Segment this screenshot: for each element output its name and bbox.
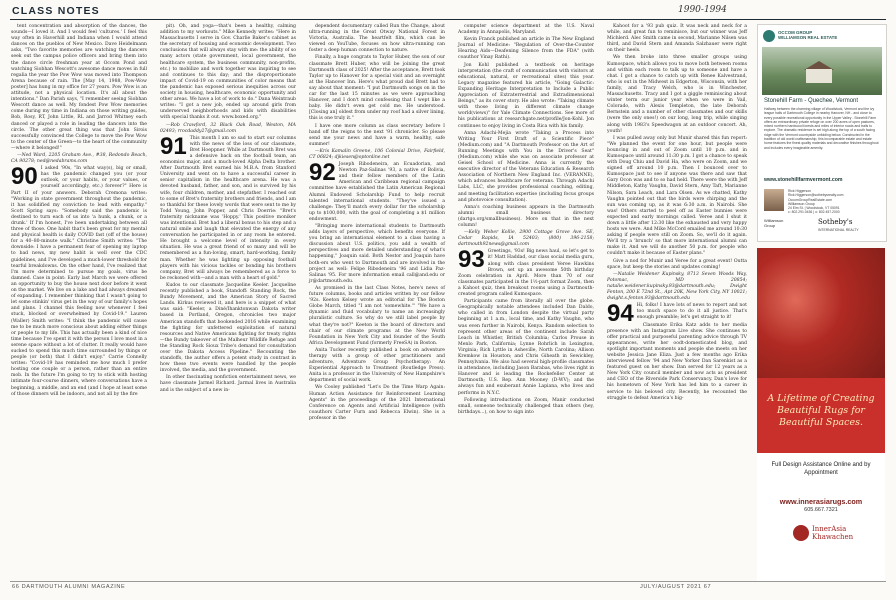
innerasia-logo-icon xyxy=(793,525,809,541)
paragraph: I was pulled away only but Munir shared this fun report: "We planned the event for one hour, but people were bouncing in and out of Zoom until 10 p.m. and in Kumospace until around 11:30 p.m. I got a chance to speak with Doug Chiu and David Ha, who were on Zoom, and we signed off around 10 p.m. Then I bounced over to Kumospace just to see if anyone was there and saw that Gary Ocon was and to so had held. There were the with Jeff Middleton, Kathy Vaughn, David Stern, Amy Taft, Marianne Nilson, Sara Leach, and Lara Olsen. As we chatted, Kathy Vaughn pointed out that the birds were chirping and the sun was coming up, as it was 6:30 a.m. in Nairobi. She was! Others started to peel off as Easter bunnies were expected and early mornings called. Veree and I shut it down a little after 12:30 like the exhausted and very happy hosts we were. And Mike McCord emailed me around 10:30 asking if people were still on Zoom. So, we'll do it again. We'll try a 'brunch' so that more international alumni can make it. And we will do another 50 p.m. for people who couldn't make it because of Easter plans." xyxy=(607,135,747,257)
paragraph: Anna's coaching business appears in the Dartmouth alumni small business directory (dartgo.org/smallbusiness). More on that in the next column! xyxy=(458,204,594,228)
column-1 xyxy=(11,24,147,399)
paragraph: We then broke into three smaller groups using Kumospace, which allows you to move both between rooms and within each room to talk up to someone and have a chat. I got a chance to catch up with Renee Kalvestrand, who is out in the Midwest in Edgerton, Wisconsin, with her family, and Tracy Welch, who is in Winchester, Massachusetts. Tracy and I got a giggle reminiscing about winter term our junior year when we were in Vail, Colorado, with Alexis Templeton, the late Deborah Bernstein and a number of other classmates and our skills (were the only ones!) on our long, long trip, while singing along with 1983's Speedwagon at an outdoor concert. Ah, youth! xyxy=(607,55,747,134)
paragraph: Kahoot for a '93 pub quiz. It was neck and neck for a while, and great fun to reminisce, but our winner was Jeff Michlerd. Alec Smith came in second, Marianne Nilsen was third, and David Stern and Amanda Salzhauer were right on their heels. xyxy=(607,24,747,54)
ad-url-link[interactable]: www.innerasiarugs.com xyxy=(779,497,863,506)
paragraph: Kevin Franck published an article in The New England Journal of Medicine: "Regulation of Over-the-Counter Hearing Aids—Deafening Silence from the FDA" (with coauthor Vinay Rathi). xyxy=(458,37,594,61)
williamson-logo: Williamson Group xyxy=(764,218,784,228)
paragraph: I have one more column as class secretary before I hand off the reigns to the next '91 chronicler. So please send me your news and have a warm, healthy, safe summer! xyxy=(309,123,445,147)
paragraph: Classmate Erika Katz adds to her media presence with an Instagram Live show. She continues to offer practical and purposeful parenting advice through TV appearances, write her oodt-domesticated blog, and spotlight important moments and people she meets on her website Jessica Jane Eliza. Just a few months ago Erika interviewed fellow '94 and New Yorker Dan Sarenkist as a featured guest on her show. Dan served for 12 years as a New York City council member and now acts as president and CEO of the Riverside Park Conservancy. Dan's love for his hometown of New York has led him to a career in service to his beloved city. Recently, he recounted the struggle to defeat America's big- xyxy=(607,322,747,401)
column-2 xyxy=(160,24,296,395)
paragraph: dependent documentary called Run the Change, about ultra-running in the Great Otway National Forest in Victoria, Australia. The heartfelt film, which can be viewed on YouTube, focuses on how ultra-running can foster a deep human connection to nature. xyxy=(309,24,445,54)
paragraph: computer science department at the U.S. Naval Academy in Annapolis, Maryland. xyxy=(458,24,594,36)
rug-photo xyxy=(757,248,885,378)
column-5 xyxy=(607,24,747,403)
footer-left: 66 DARTMOUTH ALUMNI MAGAZINE xyxy=(12,584,126,590)
ad-description: Halfway between the charming village of Woodstock, Vermont and the ivy league halls of Dartmouth College in nearby Hanover, NH - and close to every possible recreational opportunity in the Upper Valley - Stonehill Farm offers an extraordinary private refuge on over 200 acres of open pastures, mixed northern hardwood forests and miles of interior roads and trails to explore. The dramatic residence is set high along the top of a south facing ridge with the Vermont countryside unfolding below. Constructed in the tradition of old world craftsmanship, this incomparable estate and estate home features the finest quality materials and decorative finishes throughout and includes every imaginable amenity. xyxy=(764,107,879,150)
footer-rule xyxy=(10,581,886,582)
paragraph: Anita Tucker recently published a book on adventure therapy with a group of other practitioners and adventure, Adventure Group Psychotherapy: An Experiential Approach to Treatment (Routledge Press). Anita is a professor in the University of New Hampshire's department of social work. xyxy=(309,347,445,384)
paragraph: pit). Oh, and yoga—that's been a healthy, calming addition to my workouts." Mike Kennedy writes: "Here in Massachusetts I serve in Gov. Charlie Baker's cabinet as the secretary of housing and economic development. Two conclusions that will always stay with me: the ability of so many actors (state government, local government, the healthcare system, the business community, non-profits, etc.) to mobilize and work together was inspiring to see and continues to this day; and the disproportionate impact of Covid-19 on communities of color means that the pandemic has exposed serious inequities across our society in housing, healthcare, economic opportunity and other areas. We have a lot of work to do." Dana Weintraub writes: "I got a new job, ended up around girls from underserved neighborhoods and kids with disabilities with special thanks it out. www.boxed.org." xyxy=(160,24,296,121)
paragraph: "Bringing more international students to Dartmouth adds layers of perspective, which benefits everyone. If you bring an international element to a class having a discussion about U.S. politics, you add a wealth of perspectives and more detailed understanding of what's happening," Joaquin said. Both Nestor and Joaquin have both-ers who went to Dartmouth and are involved in the project as well: Felipe Ribodeneira '96 and Lidia Paz-Salinas '95. For more information email call@and.edu or jr@dartmouth.edu. xyxy=(309,224,445,284)
paragraph: 92 Joseph Ribodeneira, an Ecuadorian, and Newton Paz-Salinas '93, a native of Bolivia, and their fellow members of the Latin American and Caribbean regional campaign committee have established the Latin American Regional Alumni Endowed Scholarship Fund to help recruit talented international students. "They've issued a challenge: They'll match every dollar for the scholarship up to $100,000, with the goal of completing a $1 million endowment. xyxy=(309,159,445,222)
class-year-number: 93 xyxy=(458,246,485,274)
sothebys-logo: Sotheby's xyxy=(818,218,853,226)
paragraph: 91 This month I am so sad to start our columns with the news of the loss of our classmate, Bret Hoeppner. While at Dartmouth Bret was a defensive back on the football team, an economics major, and a much-loved Alpha Delta brother. After Dartmouth Bret earned his M.B.A. from Stanford University and went on to have a successful career in senior capitalism in the healthcare arena. He was a devoted husband, father, and son, and is survived by his wife, four children, mother, and stepfather. I reached out to some of Bret's fraternity brothers and friends, and I am so thankful for these lovely words that were sent to me by Todd Young, John Popper, and Chris Doerrie: "Bret's fraternity nickname was 'Hoppy.' This positive moniker was intentional. Bret had a liberal bonus to his step and a natural smile and laugh that elevated the energy of any conversation he participated in or any room he entered. He brought a welcome level of intensity in every situation. He was a great friend of so many and will be remembered as a fun-loving, smart, hard-working, family man. Whether he was lighting up opposing football players with his vicious tackles or bonding his brothers company, Bret will always be remembered as a force to be reckoned with—and a man with a heart of gold." xyxy=(160,132,296,281)
paragraph: We Cooley published "Let's Do the Time Warp Again: Human Action Assistance for Reinforcement Learning Agents" in the proceedings of the 2021 International Conference on Agents and Artificial Intelligence (with coauthors Carter Furn and Rebecca Elwin). She is a professor in the xyxy=(309,385,445,421)
ad-url-link[interactable]: www.stonehillfarmvermont.com xyxy=(764,177,843,183)
innerasia-rugs-ad[interactable] xyxy=(757,248,885,581)
paragraph: tent concentration and absorption of the dances, the sounds—I loved it. And I would feel 'cultures.' I feel this way often in Haverhill and Indiana when I would attend dances on the pueblos of New Mexico. Dave Heidelmann asks, "Two favorite memories are watching the dancers seek out the campus police officers and bring them into the dance circle freshman year at Occom Pond and watching Siobhan Wescott's awesome dance moves in full regalia the year the Pow Wow was moved into Thompson Arena because of rain. The [May 14, 1988, Pow-Wow poster] has hung in my office for 27 years. Pow Wow is an attitude, not a physical location. It's all about the intentions." Dan Parish says, "I remember seeing Siobhan Wescott dance as well. My fondest Pow Wow memories come during my time in Indiana on those writing guides, Bob, Rosy, RT, John Little, RL and Jarrod Whitney each danced or played a role in leading the dancers into the circle. The other great thing was that John Sirois successfully convinced the College to move the Pow Wow to the center of the Green—to the heart of the community—where it belonged!" xyxy=(11,24,147,151)
paragraph: Jon Kohl published a textbook on heritage interpretation (the craft of communication with visitors at educational, natural, or recreational sites) this year. Legacy magazine featured his article, "Going Galactic: Expanding Heritage Interpretation to Include a Public Appreciation of Extraterrestrial and Extradimensional Beings," as its cover story. He also wrote: "Taking climate with those living in different climate change world(views)" for Yale Climate Connections. See more of his publications at researchgate.net/profile/Jon-Kohl. Jon continues to enjoy living in Costa Rica with his family. xyxy=(458,62,594,129)
ad-info-panel xyxy=(757,453,885,581)
class-year-number: 94 xyxy=(607,300,634,328)
header-rule xyxy=(10,19,886,20)
header-section: CLASS NOTES xyxy=(12,5,100,17)
signature: —Kelly Weber Kollie, 2900 Cottage Grove Ave. SE, Cedar Rapids, IA 52403; (800) 396-2158; dartmouth92news@gmail.com xyxy=(458,230,594,248)
paragraph: In other fascinating nonfiction entertainment news, we have classmate Jarmel Richard. Jarmal lives in Australia and is the subject of a new in- xyxy=(160,375,296,393)
paragraph: 90 I asked '90s, "In what way(s), big or small, has the pandemic changed you (or your outlook, or your habits, or your values, or yourself accordingly, etc.) forever?" Here is Part II of your answers. Deborah Cremona writes: "Working in state government throughout the pandemic, it has solidified my conviction to lead with empathy." Scott Spring says: "Somebody said the pandemic is destined to turn each of us into 'a hunk, a chunk, or a drunk.' If I'm honest, I've been undertaking between all three of those. One habit that's been great for my mental and physical health is daily COVID fast (off of the house) for a 40–80-minute walk." Christine Smith writes: "The downside: I have a permanent fear of opening my laptop to bad news, my new habit is well over the CDC guidelines, and I've developed a much-lower threshold for tearful breakdowns. On the other hand, I've realized that I'm more determined to pursue my goals, virus be damned. Case in point: Early last March we were offered an opportunity to buy the house next door before it went on the market. We live on a lake and had always dreamed of expanding. I remember thinking that I wasn't going to let some stinkin' virus get in the way of our family's hopes and plans. I channel this feeling now whenever I feel stuck, blocked or overwhelmed by Covid-19." Lauren (Waller) Smith writes: "I think the pandemic will cause me to be much more conscious about adding either things or people to my life. This has actually been a kind of nice time because I've spent it with the person I love most in a serene space without a lot of clutter. It really would have sucked to spend this much time surrounded by things or people (or both) that I didn't enjoy." Carrie Connelly writes: "Covid-19 has reminded me how much I prefer hosting one couple or a person, rather than an entire mob. In the future I'm going to try to stick with hosting intimate four-course dinners, where conversations have a beginning, a middle, and an end (and I hope at least some of those dinners will be indoors, and not all by the fire xyxy=(11,163,147,397)
signature: —Natalie Weidener Kupinsky, 8713 Seven Woods Way, Potomac, MD 20854; natalie.weidener.kupinsky.93@dartmouth.edu; Dwight Fenton, 200 E 72nd St., Apt 20K, New York City, NY 10021; dwight.s.fenton.93@dartmouth.edu xyxy=(607,271,747,302)
ad-banner: A Lifetime of Creating Beautiful Rugs for Beautiful Spaces. xyxy=(767,393,875,428)
agent-contact: Rick Higgerson Rick.Higgerson@sothebysrealty.com OccomGroupRealEstate.com Williamson Group 24 Elm St. | Woodstock, VT 05091 c: 802.291.0436 | o: 802.457.2000 xyxy=(788,189,844,215)
paragraph: Kudos to our classmate Jacqueline Keeler. Jacqueline recently published a book, Standoff: Standing Rock, the Bundy Movement, and the American Story of Sacred Lands. Kirkus reviewed it, and here is a snippet of what was said: "Keeler, a Diné/Ihanktonwan Dakota writer based in Portland, Oregon, chronicles two major American standoffs that bookended 2016 while examining the fighting for unfettered exploitation of natural resources and Native Americans fighting for treaty rights—the Bundy takeover of the Malheur Wildlife Refuge and the Standing Rock Sioux Tribe's demand for consultation over the Dakota Access Pipeline." Recounting the standoffs, the author offers a potent study in contrast in how these two events were handled by the people involved, the media, and the government. xyxy=(160,282,296,374)
signature: —Ned Ward, 2205 Graham Ave., #38, Redondo Beach, CA 90278; ned@nedabrams.com xyxy=(11,152,147,165)
footer-right: JULY/AUGUST 2021 67 xyxy=(640,584,712,590)
paragraph: Anna Adachi-Mejia wrote "Taking a Process into Writing Your First Draft of a Scientific Piece" (Medium.com) and "A Dartmouth Professor on the Art of Running Meetings with You in the Driver's Seat" (Medium.com) while she was on associate professor at Geisel School of Medicine. Anna is currently the executive director of the Veterans Education & Research Association of Northern New England Inc. (VERANNE), which advances healthcare for veterans. Through Adachi Labs, LLC, she provides professional coaching, editing, and meeting facilitation expertise (including focus groups and photovoice consultation). xyxy=(458,130,594,203)
paragraph: 94 Hi, folks! I have lots of news to report and not too much space to do it all justice. That's enough preamble; let's get straight to it! xyxy=(607,300,747,328)
signature: —Kris Kamalin Greene, 106 Colonial Drive, Fairfield, CT 06824; djkiesen@optonline.net xyxy=(309,148,445,160)
column-3 xyxy=(309,24,445,423)
sothebys-sub: INTERNATIONAL REALTY xyxy=(818,228,859,232)
house-shape xyxy=(806,69,832,83)
class-year-number: 90 xyxy=(11,163,38,191)
occom-logo-icon xyxy=(763,30,775,42)
paragraph: Following introductions on Zoom, Manir conducted small, someone technically challenged than others (hey, birthdays...), on how to sign into xyxy=(458,397,594,415)
paragraph: Participants came from literally all over the globe. Geographically notable attendees included Dan Daldo, who called in from London despite the virtual party beginning at 1 a.m., local time, and Kathy Vaughn, who was even further in Nairobi, Kenya. Random selection to represent other areas of the continent include Sarah Leach in Whistler, British Columbia; Carlos Prouse in Menlo Park, California; Lynne Rohrlich in Lexington, Virginia; Rich Lyttle in Asheville, North Carolina; Allison Kremkow in Houston; and Chris Giheath in Sewickley, Pennsylvania. We also had several high-profile classmates in attendance, including Jason Barabas, who lives right in Hanover and is leading the Rockefeller Center at Dartmouth; U.S. Rep. Ann Mooney (D-WV); and the always fun and exuberant Annie Lapiana, who lives and performs in N.Y.C. xyxy=(458,299,594,396)
class-year-number: 92 xyxy=(309,159,336,187)
ad-logo-text: OCCOM GROUP WILLIAMSON REAL ESTATE xyxy=(778,30,838,40)
ad-title: Stonehill Farm - Quechee, Vermont xyxy=(764,98,859,104)
header-years: 1990-1994 xyxy=(678,5,727,15)
farm-photo xyxy=(762,47,882,95)
paragraph: 93 Greetings, '93s! Big news haul, so let's get to it! Matt Haddad, our class social media guru, along with class president Veree Hawkins Brown, set up an awesome 50th birthday Zoom celebration in April. More than 70 of our classmates participated in the 1½-part format Zoom, then a Kahoot quiz, then breakout rooms using a Dartmouth-created program called Kumospace. xyxy=(458,246,594,298)
column-4 xyxy=(458,24,594,417)
paragraph: As promised in the last Class Notes, here's news of future columns, books and articles written by our fellow '92s. Keeton Kelsey wrote an editorial for The Boston Globe March, titled "I am not 'somewhite.'" "We have a dynamic and fluid vocabulary to name an increasingly pluralistic culture. So why do we still label people by what they're not?" Keeton is the board of directors and chair of our climate programs at the New World Foundation in New York City and founder of the South Africa Development Fund (formerly FreeSA) in Boston. xyxy=(309,285,445,346)
ad-phone: 605.667.7321 xyxy=(804,507,838,513)
ad-service-text: Full Design Assistance Online and by Appointment xyxy=(771,462,871,476)
class-year-number: 91 xyxy=(160,132,187,160)
paragraph: Finally, a huge congrats to Taylor Huber, the son of our classmate Brett Huber, who will be joining the great Dartmouth class of 2025! After the acceptance, Brett took Taylor up to Hanover for a special visit and an overnight at the Hanover Inn. Here's what proud dad Brett had to say about that moment: "I put Dartmouth songs on in the car for the last 15 minutes as we were approaching Hanover, and I don't mind confessing that I wept like a baby. He didn't even get cold me. He understood. [Closing an] oldest from under my roof had a silver lining, this is one truly it." xyxy=(309,55,445,122)
agent-photo xyxy=(764,189,784,211)
paragraph: Give a nod for Munir and Veree for a great event! Outta space, but keep the stories and updates coming! xyxy=(607,258,747,270)
stonehill-farm-ad[interactable] xyxy=(757,24,887,242)
signature: —Rob Crawford, 32 Black Oak Road, Weston, MA 02493; rrocdaddy27@gmail.com xyxy=(160,122,296,134)
innerasia-logo: InnerAsia Khawachen xyxy=(812,525,854,541)
